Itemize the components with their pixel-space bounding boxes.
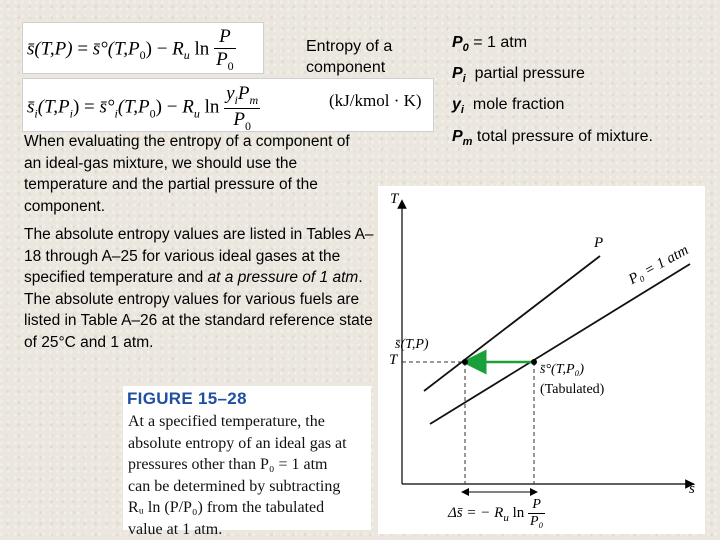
stp-label: s̄(T,P) [395, 337, 429, 352]
para-italic: at a pressure of 1 atm [207, 269, 359, 286]
caption-line-1: At a specified temperature, the [128, 413, 325, 430]
t-level-label: T [389, 352, 398, 368]
eq2-lhs-arg-sub: i [69, 106, 73, 121]
def-yi: $y_i$ mole fraction [452, 96, 565, 117]
delta-ln: ln [512, 504, 525, 521]
figure-caption [128, 411, 372, 540]
eq2-term1-sub: i [114, 106, 118, 121]
caption-line-4: can be determined by subtracting [128, 477, 341, 495]
eq2-lhs: s̄ [27, 96, 35, 118]
def-pi: $P_i$ partial pressure [452, 65, 585, 86]
delta-s-relation [448, 497, 545, 530]
eq1-ln: ln [194, 38, 210, 60]
ts-diagram [378, 186, 705, 534]
eq2-lhs-args: (T,P [37, 96, 70, 118]
eq1-term1-end: ) [145, 38, 152, 60]
delta-num: P [528, 497, 545, 514]
eq1-minus: − [156, 38, 168, 60]
eq2-num: y [226, 83, 235, 104]
absolute-entropy-paragraph [24, 224, 376, 353]
component-entropy-equation-box [22, 78, 434, 132]
eq2-den-sub: 0 [244, 118, 251, 133]
delta-lhs: Δs̄ = − R [448, 504, 504, 521]
eq2-lhs-sub: i [34, 106, 38, 121]
entropy-equation-box [22, 22, 264, 74]
eq2-den: P [233, 108, 245, 130]
component-label: Entropy of a component [306, 38, 393, 76]
delta-den: P₀ [529, 514, 544, 529]
def-pm: $P_m$ total pressure of mixture. [452, 127, 653, 148]
caption-line-2: absolute entropy of an ideal gas at [128, 434, 347, 452]
para-part1: The absolute entropy values are listed in Tables A–18 through A–25 for various ideal gases at the specified temperature and [24, 226, 374, 286]
eq2-num2-sub: m [249, 92, 259, 107]
para-part2: . The absolute entropy values for various fuels are listed in Table A–26 at the standard reference state of 25°C and 1 atm. [24, 269, 373, 351]
eq1-lhs: s̄(T,P) [27, 38, 73, 60]
eq2-term1-arg-sub: 0 [149, 106, 156, 121]
ts-diagram-svg [378, 186, 705, 534]
def-p0: $P_0 = 1$ atm [452, 34, 528, 55]
eq1-fraction [214, 26, 236, 74]
partial-pressure-note: When evaluating the entropy of a component of an ideal-gas mixture, we should use the temperature and the partial pressure of the component. [24, 133, 350, 215]
eq1-coef-sub: u [183, 48, 190, 63]
eq1-den-sub: 0 [227, 58, 234, 73]
eq2-coef: R [182, 96, 194, 118]
p-line-label: P [594, 235, 604, 251]
eq2-coef-sub: u [193, 106, 200, 121]
eq1-coef: R [172, 38, 184, 60]
component-entropy-equation [27, 83, 260, 134]
line-p0 [430, 264, 690, 424]
delta-fraction [528, 497, 545, 530]
axis-t-label: T [390, 191, 399, 207]
eq2-fraction [224, 83, 260, 134]
caption-line-3: pressures other than P₀ = 1 atm [128, 456, 328, 473]
eq1-term1-sub: 0 [139, 48, 146, 63]
eq1-term1: s̄°(T,P [92, 38, 140, 60]
eq1-equals: = [77, 38, 89, 60]
eq2-lhs-end: ) [72, 96, 80, 118]
eq2-num2: P [237, 83, 250, 104]
p0-line-label: P₀ = 1 atm [626, 242, 692, 288]
eq2-equals: = [84, 96, 95, 118]
eq2-ln: ln [204, 96, 220, 118]
state-point-stp [462, 359, 468, 365]
entropy-equation [27, 26, 236, 74]
tabulated-label: (Tabulated) [540, 382, 605, 397]
eq2-term1-args: (T,P [117, 96, 150, 118]
eq2-units: (kJ/kmol · K) [329, 91, 422, 110]
symbol-definitions [452, 30, 714, 155]
axis-s-label: s̄ [689, 481, 695, 497]
caption-line-6: value at 1 atm. [128, 520, 223, 538]
eq1-num: P [214, 26, 236, 49]
caption-line-5: Rᵤ ln (P/P₀) from the tabulated [128, 499, 325, 516]
eq2-term1-end: ) [155, 96, 162, 118]
figure-caption-box [123, 386, 371, 538]
s0-label: s̄°(T,P₀) [540, 362, 585, 377]
eq2-term1: s̄° [99, 96, 115, 118]
eq1-den: P [216, 49, 228, 70]
delta-sub: u [503, 511, 509, 524]
eq2-num-sub: i [234, 92, 238, 107]
state-point-s0 [531, 359, 537, 365]
eq2-minus: − [166, 96, 178, 118]
figure-title: FIGURE 15–28 [127, 389, 247, 408]
